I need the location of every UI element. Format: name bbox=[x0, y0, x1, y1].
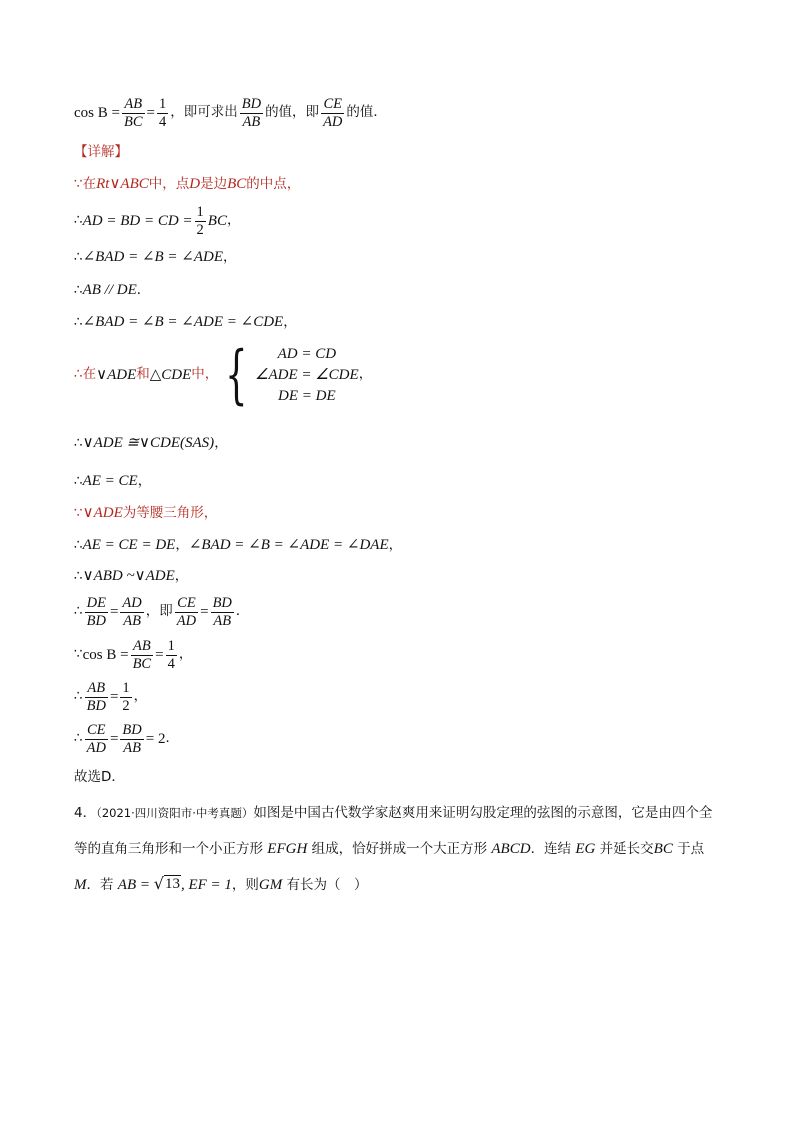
fraction-bd-ab: $\frac{BD}{AB}$ bbox=[241, 96, 262, 130]
fraction-1-4: $\frac{1}{4}$ bbox=[158, 96, 167, 130]
step-15: ∴ $\frac{CE}{AD}$ = $\frac{BD}{AB}$ = 2 ． bbox=[74, 722, 179, 756]
intro-line: cos B = $\frac{AB}{BC}$ = $\frac{1}{4}$ ，即可求出 $\frac{BD}{AB}$ 的值，即 $\frac{CE}{AD}$ 的值． bbox=[74, 96, 387, 130]
step-13: ∵ cos B = $\frac{AB}{BC}$ = $\frac{1}{4}$ ， bbox=[74, 638, 193, 672]
fraction-ce-ad: $\frac{CE}{AD}$ bbox=[323, 96, 343, 130]
fraction-ab-bc: $\frac{AB}{BC}$ bbox=[123, 96, 143, 130]
step-9: ∵ ∨ADE 为等腰三角形， bbox=[74, 504, 218, 521]
step-1: ∵在 Rt ∨ABC 中，点 D 是边 BC 的中点， bbox=[74, 175, 301, 192]
step-3: ∴ ∠BAD = ∠B = ∠ADE ， bbox=[74, 248, 237, 265]
step-8: ∴ AE = CE ， bbox=[74, 472, 152, 489]
equation-system: { AD = CD ∠ADE = ∠CDE DE = DE bbox=[225, 338, 359, 412]
step-12: ∴ $\frac{DE}{BD}$ = $\frac{AD}{AB}$ ，即 $\frac{CE}{AD}$ = $\frac{BD}{AB}$ ． bbox=[74, 595, 250, 629]
step-4: ∴ AB // DE ． bbox=[74, 281, 151, 298]
step-2: ∴ AD = BD = CD = $\frac{1}{2}$ BC ， bbox=[74, 204, 241, 238]
answer-line: 故选D． bbox=[74, 769, 125, 785]
step-11: ∴ ∨ABD ~∨ADE ， bbox=[74, 567, 189, 584]
step-5: ∴ ∠BAD = ∠B = ∠ADE = ∠CDE ， bbox=[74, 313, 297, 330]
cos-b-text: cos B = bbox=[74, 104, 120, 121]
detail-heading: 【详解】 bbox=[74, 144, 128, 160]
question-4: 4．（2021·四川资阳市·中考真题）如图是中国古代数学家赵爽用来证明勾股定理的弦图的示意图，它是由四个全等的直角三角形和一个小正方形 EFGH 组成，恰好拼成一个大正方形 ABCD．连结 EG 并延长交BC 于点 M．若 AB = √ 13 , EF = 1，则GM 有长为（ ） bbox=[74, 805, 713, 893]
sqrt-13: √ 13 bbox=[153, 874, 180, 893]
step-10: ∴ AE = CE = DE ， ∠BAD = ∠B = ∠ADE = ∠DAE ， bbox=[74, 536, 403, 553]
step-6: ∴在 ∨ADE 和 △CDE 中， { AD = CD ∠ADE = ∠CDE DE = DE ， bbox=[74, 338, 373, 412]
step-7: ∴ ∨ADE ≅∨CDE(SAS) ， bbox=[74, 434, 228, 451]
step-14: ∴ $\frac{AB}{BD}$ = $\frac{1}{2}$ ， bbox=[74, 680, 148, 714]
